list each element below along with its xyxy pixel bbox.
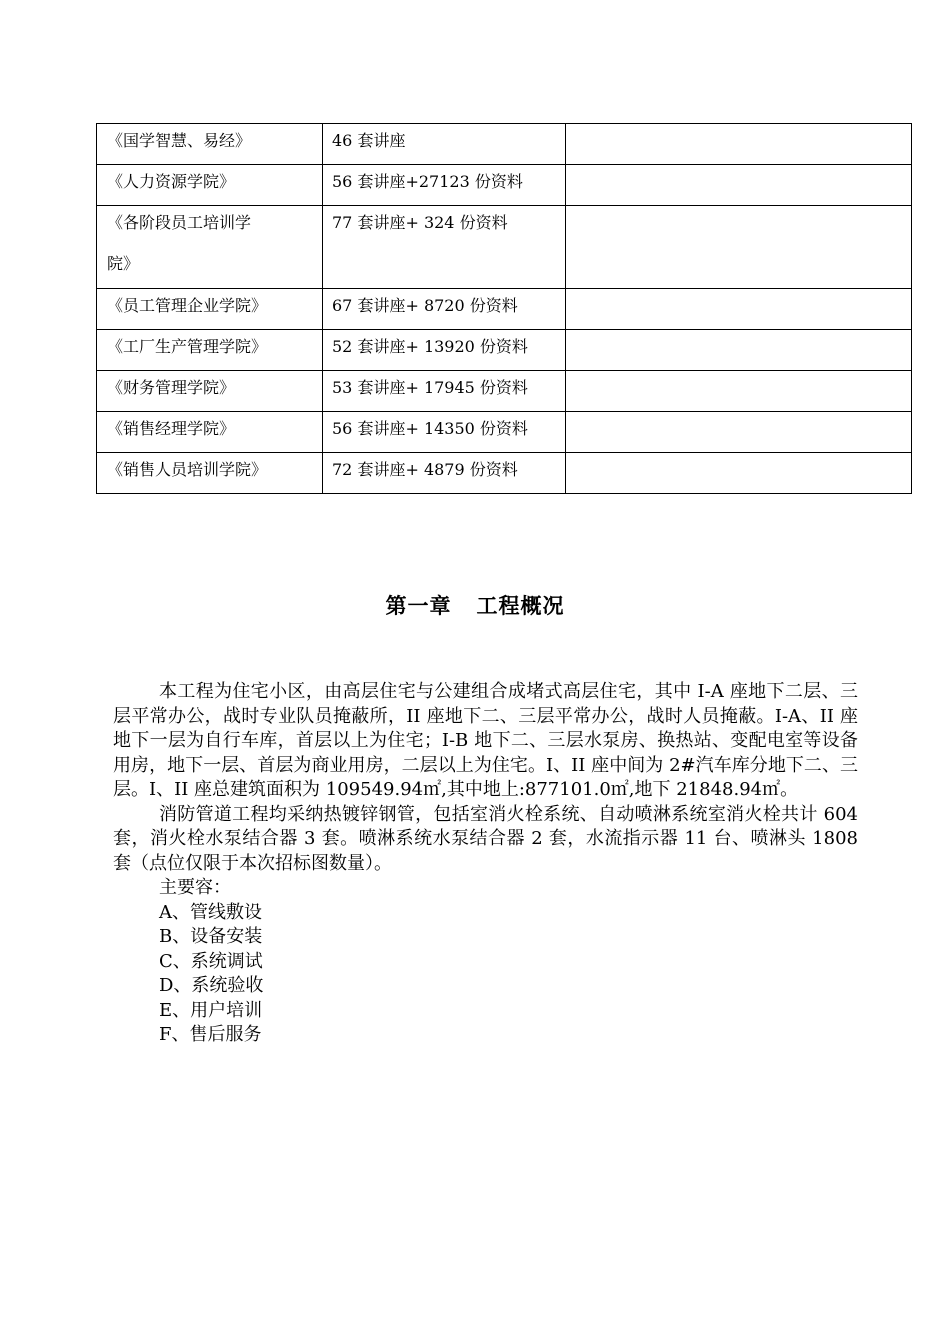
course-name: 《财务管理学院》 xyxy=(107,378,236,397)
fire-pipe-paragraph: 消防管道工程均采纳热镀锌钢管，包括室消火栓系统、自动喷淋系统室消火栓共计 604 套，消火栓水泵结合器 3 套。喷淋系统水泵结合器 2 套，水流指示器 11 台、喷淋头 1808 套（点位仅限于本次招标图数量）。 xyxy=(113,803,858,874)
course-content-cell xyxy=(323,124,566,165)
course-note-cell xyxy=(566,124,912,165)
table-row xyxy=(97,412,912,453)
course-content-cell xyxy=(323,165,566,206)
course-name-cell xyxy=(97,124,323,165)
course-content-cell xyxy=(323,371,566,412)
chapter-body xyxy=(113,680,858,1048)
course-name-cell xyxy=(97,412,323,453)
course-name: 《销售人员培训学院》 xyxy=(107,460,268,479)
course-note-cell xyxy=(566,206,912,289)
course-content-cell xyxy=(323,412,566,453)
table-row xyxy=(97,289,912,330)
project-overview-paragraph: 本工程为住宅小区，由高层住宅与公建组合成堵式高层住宅，其中 I-A 座地下二层、三层平常办公，战时专业队员掩蔽所，II 座地下二、三层平常办公，战时人员掩蔽。I-A、II 座地下一层为自行车库，首层以上为住宅；I-B 地下二、三层水泵房、换热站、变配电室等设备用房，地下一层、首层为商业用房，二层以上为住宅。I、II 座中间为 2#汽车库分地下二、三层。I、II 座总建筑面积为 109549.94㎡,其中地上:877101.0㎡,地下 21848.94㎡。 xyxy=(113,681,858,800)
table-row xyxy=(97,165,912,206)
course-name-cell xyxy=(97,371,323,412)
course-name-cell xyxy=(97,289,323,330)
course-name-cell xyxy=(97,453,323,494)
list-item: E、用户培训 xyxy=(159,999,263,1021)
main-content-heading: 主要容： xyxy=(159,877,231,898)
list-item: A、管线敷设 xyxy=(159,901,262,923)
table-row xyxy=(97,206,912,289)
course-content: 77 套讲座+ 324 份资料 xyxy=(332,213,508,232)
list-item: D、系统验收 xyxy=(159,975,264,996)
course-content: 53 套讲座+ 17945 份资料 xyxy=(332,378,528,397)
course-content: 46 套讲座 xyxy=(332,131,406,150)
course-note-cell xyxy=(566,453,912,494)
table-row xyxy=(97,124,912,165)
course-note-cell xyxy=(566,371,912,412)
list-item: C、系统调试 xyxy=(159,950,263,972)
course-name: 《国学智慧、易经》 xyxy=(107,131,252,150)
list-item: B、设备安装 xyxy=(159,926,263,947)
course-content: 52 套讲座+ 13920 份资料 xyxy=(332,337,528,356)
course-content: 72 套讲座+ 4879 份资料 xyxy=(332,460,518,479)
chapter-title: 第一章 工程概况 xyxy=(385,594,565,618)
course-name: 《工厂生产管理学院》 xyxy=(107,337,268,356)
course-name: 《员工管理企业学院》 xyxy=(107,296,268,315)
table-row xyxy=(97,330,912,371)
table-row xyxy=(97,453,912,494)
course-content-cell xyxy=(323,330,566,371)
course-name: 《销售经理学院》 xyxy=(107,419,236,438)
course-note-cell xyxy=(566,330,912,371)
course-name-cell xyxy=(97,206,323,289)
course-note-cell xyxy=(566,412,912,453)
course-content-cell xyxy=(323,453,566,494)
course-note-cell xyxy=(566,165,912,206)
course-name-cell xyxy=(97,330,323,371)
course-name-cell xyxy=(97,165,323,206)
course-table xyxy=(96,123,912,494)
list-item: F、售后服务 xyxy=(159,1024,262,1045)
course-content: 56 套讲座+27123 份资料 xyxy=(332,172,523,191)
course-name: 《各阶段员工培训学院》 xyxy=(107,213,252,273)
main-content-list xyxy=(113,901,858,1048)
course-content: 67 套讲座+ 8720 份资料 xyxy=(332,296,518,315)
course-content-cell xyxy=(323,206,566,289)
table-row xyxy=(97,371,912,412)
course-name: 《人力资源学院》 xyxy=(107,172,236,191)
course-content: 56 套讲座+ 14350 份资料 xyxy=(332,419,528,438)
course-note-cell xyxy=(566,289,912,330)
course-content-cell xyxy=(323,289,566,330)
